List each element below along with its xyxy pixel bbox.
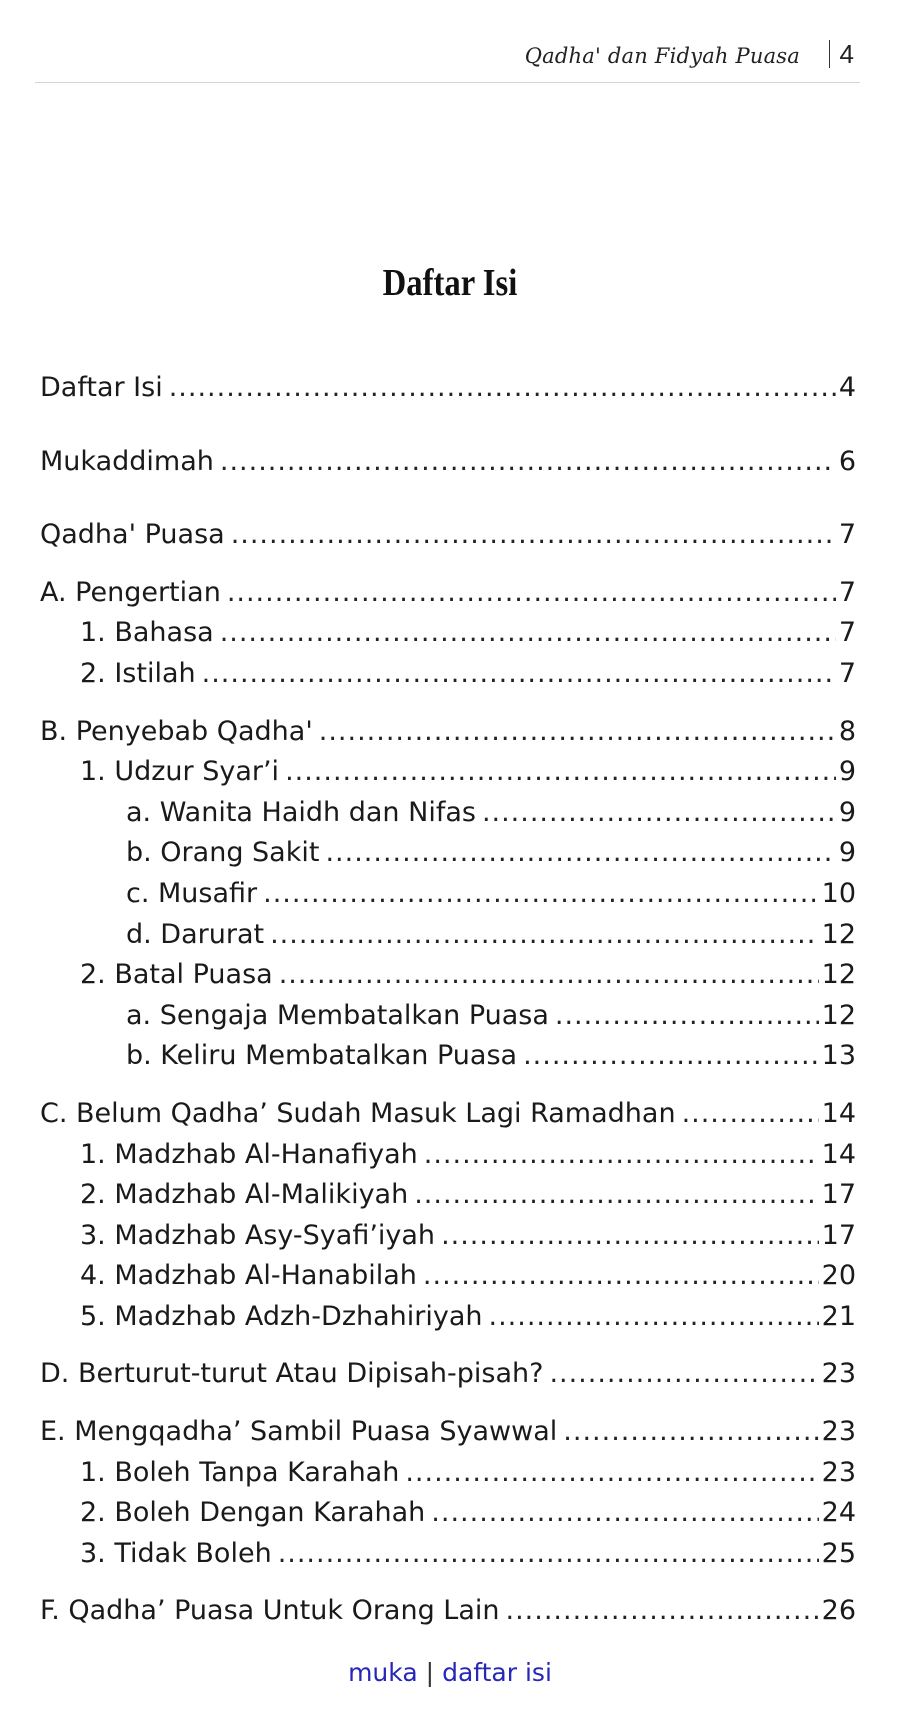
dot-leader (319, 712, 836, 753)
toc-entry-page: 17 (821, 1179, 856, 1211)
toc-entry-title: 2. Istilah (80, 657, 196, 689)
dot-leader (549, 1354, 818, 1395)
toc-entry-page: 6 (838, 445, 856, 477)
toc-entry-title: 2. Boleh Dengan Karahah (80, 1497, 426, 1529)
toc-entry[interactable] (40, 1094, 856, 1135)
footer-navigation (0, 1658, 900, 1687)
toc-entry-title: a. Sengaja Membatalkan Puasa (126, 999, 549, 1031)
toc-entry[interactable] (40, 1297, 856, 1338)
toc-entry-page: 14 (821, 1138, 856, 1170)
page-title: Daftar Isi (382, 262, 518, 305)
toc-entry[interactable] (40, 793, 856, 834)
toc-entry[interactable] (40, 1453, 856, 1494)
toc-entry[interactable] (40, 1493, 856, 1534)
page-number: 4 (839, 39, 854, 69)
toc-entry-title: a. Wanita Haidh dan Nifas (126, 796, 476, 828)
toc-entry-page: 4 (838, 372, 856, 403)
toc-entry[interactable] (40, 442, 856, 483)
toc-entry-title: 1. Udzur Syar’i (80, 756, 280, 788)
toc-entry-title: b. Keliru Membatalkan Puasa (126, 1040, 518, 1072)
toc-entry-title: 3. Tidak Boleh (80, 1537, 272, 1569)
toc-entry-title: 5. Madzhab Adzh-Dzhahiriyah (80, 1300, 483, 1332)
toc-entry-title: Daftar Isi (40, 372, 163, 403)
toc-entry-page: 7 (838, 657, 856, 689)
toc-entry-page: 20 (821, 1260, 856, 1292)
toc-entry-title: Qadha' Puasa (40, 519, 225, 551)
toc-entry-page: 7 (838, 576, 856, 608)
dot-leader (424, 1135, 819, 1176)
toc-entry-title: 1. Madzhab Al-Hanafiyah (80, 1138, 418, 1170)
toc-entry-page: 24 (821, 1497, 856, 1529)
footer-separator: | (425, 1658, 435, 1687)
dot-leader (279, 955, 819, 996)
toc-entry[interactable] (40, 1175, 856, 1216)
toc-entry[interactable] (40, 874, 856, 915)
toc-entry[interactable] (40, 1591, 856, 1632)
toc-entry[interactable] (40, 1256, 856, 1297)
toc-entry[interactable] (40, 955, 856, 996)
toc-entry-page: 12 (821, 959, 856, 991)
running-header-title: Qadha' dan Fidyah Puasa (524, 44, 800, 68)
dot-leader (414, 1175, 818, 1216)
toc-link[interactable]: daftar isi (442, 1658, 552, 1687)
dot-leader (202, 654, 836, 695)
toc-entry-title: 1. Boleh Tanpa Karahah (80, 1456, 400, 1488)
toc-entry-title: C. Belum Qadha’ Sudah Masuk Lagi Ramadhan (40, 1097, 676, 1129)
toc-entry-title: 3. Madzhab Asy-Syafi’iyah (80, 1219, 436, 1251)
toc-entry[interactable] (40, 1216, 856, 1257)
toc-entry-title: E. Mengqadha’ Sambil Puasa Syawwal (40, 1416, 558, 1448)
toc-entry-page: 23 (821, 1456, 856, 1488)
toc-entry-page: 7 (838, 519, 856, 551)
toc-entry-title: D. Berturut-turut Atau Dipisah-pisah? (40, 1358, 544, 1390)
dot-leader (441, 1216, 819, 1257)
toc-entry-page: 14 (821, 1097, 856, 1129)
toc-entry[interactable] (40, 1412, 856, 1453)
dot-leader (506, 1591, 819, 1632)
dot-leader (555, 996, 819, 1037)
toc-entry[interactable] (40, 573, 856, 614)
dot-leader (278, 1534, 819, 1575)
toc-entry[interactable] (40, 515, 856, 556)
toc-entry-page: 10 (821, 877, 856, 909)
toc-entry-title: F. Qadha’ Puasa Untuk Orang Lain (40, 1595, 500, 1627)
dot-leader (231, 515, 836, 556)
toc-entry-page: 23 (821, 1358, 856, 1390)
toc-entry[interactable] (40, 752, 856, 793)
toc-entry[interactable] (40, 996, 856, 1037)
dot-leader (563, 1412, 818, 1453)
cover-link[interactable]: muka (348, 1658, 418, 1687)
toc-entry[interactable] (40, 1354, 856, 1395)
toc-entry-page: 25 (821, 1537, 856, 1569)
toc-entry-page: 12 (821, 918, 856, 950)
dot-leader (431, 1493, 818, 1534)
toc-entry[interactable] (40, 712, 856, 753)
toc-entry-page: 9 (838, 756, 856, 788)
dot-leader (285, 752, 836, 793)
toc-entry-page: 26 (821, 1595, 856, 1627)
toc-entry-title: Mukaddimah (40, 445, 214, 477)
toc-entry-page: 8 (838, 715, 856, 747)
toc-entry-page: 9 (838, 796, 856, 828)
toc-entry[interactable] (40, 654, 856, 695)
toc-entry-title: 1. Bahasa (80, 617, 214, 649)
toc-entry-page: 17 (821, 1219, 856, 1251)
toc-entry-page: 13 (821, 1040, 856, 1072)
toc-entry[interactable] (40, 915, 856, 956)
toc-entry-title: d. Darurat (126, 918, 265, 950)
page-header (35, 28, 860, 83)
toc-entry[interactable] (40, 368, 856, 409)
toc-entry-title: 2. Batal Puasa (80, 959, 273, 991)
toc-entry-title: 4. Madzhab Al-Hanabilah (80, 1260, 417, 1292)
toc-entry-title: B. Penyebab Qadha' (40, 715, 313, 747)
header-divider (829, 40, 830, 68)
toc-entry[interactable] (40, 1534, 856, 1575)
dot-leader (227, 573, 836, 614)
table-of-contents (40, 368, 856, 1632)
dot-leader (325, 833, 835, 874)
toc-entry[interactable] (40, 833, 856, 874)
toc-entry-page: 23 (821, 1416, 856, 1448)
dot-leader (263, 874, 819, 915)
dot-leader (405, 1453, 818, 1494)
dot-leader (482, 793, 836, 834)
toc-entry-title: c. Musafir (126, 877, 258, 909)
dot-leader (169, 368, 836, 409)
dot-leader (523, 1036, 819, 1077)
toc-entry-page: 9 (838, 837, 856, 869)
dot-leader (682, 1094, 819, 1135)
toc-entry-page: 7 (838, 617, 856, 649)
toc-entry[interactable] (40, 613, 856, 654)
toc-entry-title: 2. Madzhab Al-Malikiyah (80, 1179, 409, 1211)
toc-entry-title: A. Pengertian (40, 576, 221, 608)
toc-entry-page: 12 (821, 999, 856, 1031)
toc-entry-title: b. Orang Sakit (126, 837, 320, 869)
toc-entry-page: 21 (821, 1300, 856, 1332)
toc-entry[interactable] (40, 1135, 856, 1176)
dot-leader (220, 613, 836, 654)
dot-leader (220, 442, 836, 483)
dot-leader (423, 1256, 819, 1297)
dot-leader (270, 915, 819, 956)
dot-leader (489, 1297, 819, 1338)
toc-entry[interactable] (40, 1036, 856, 1077)
